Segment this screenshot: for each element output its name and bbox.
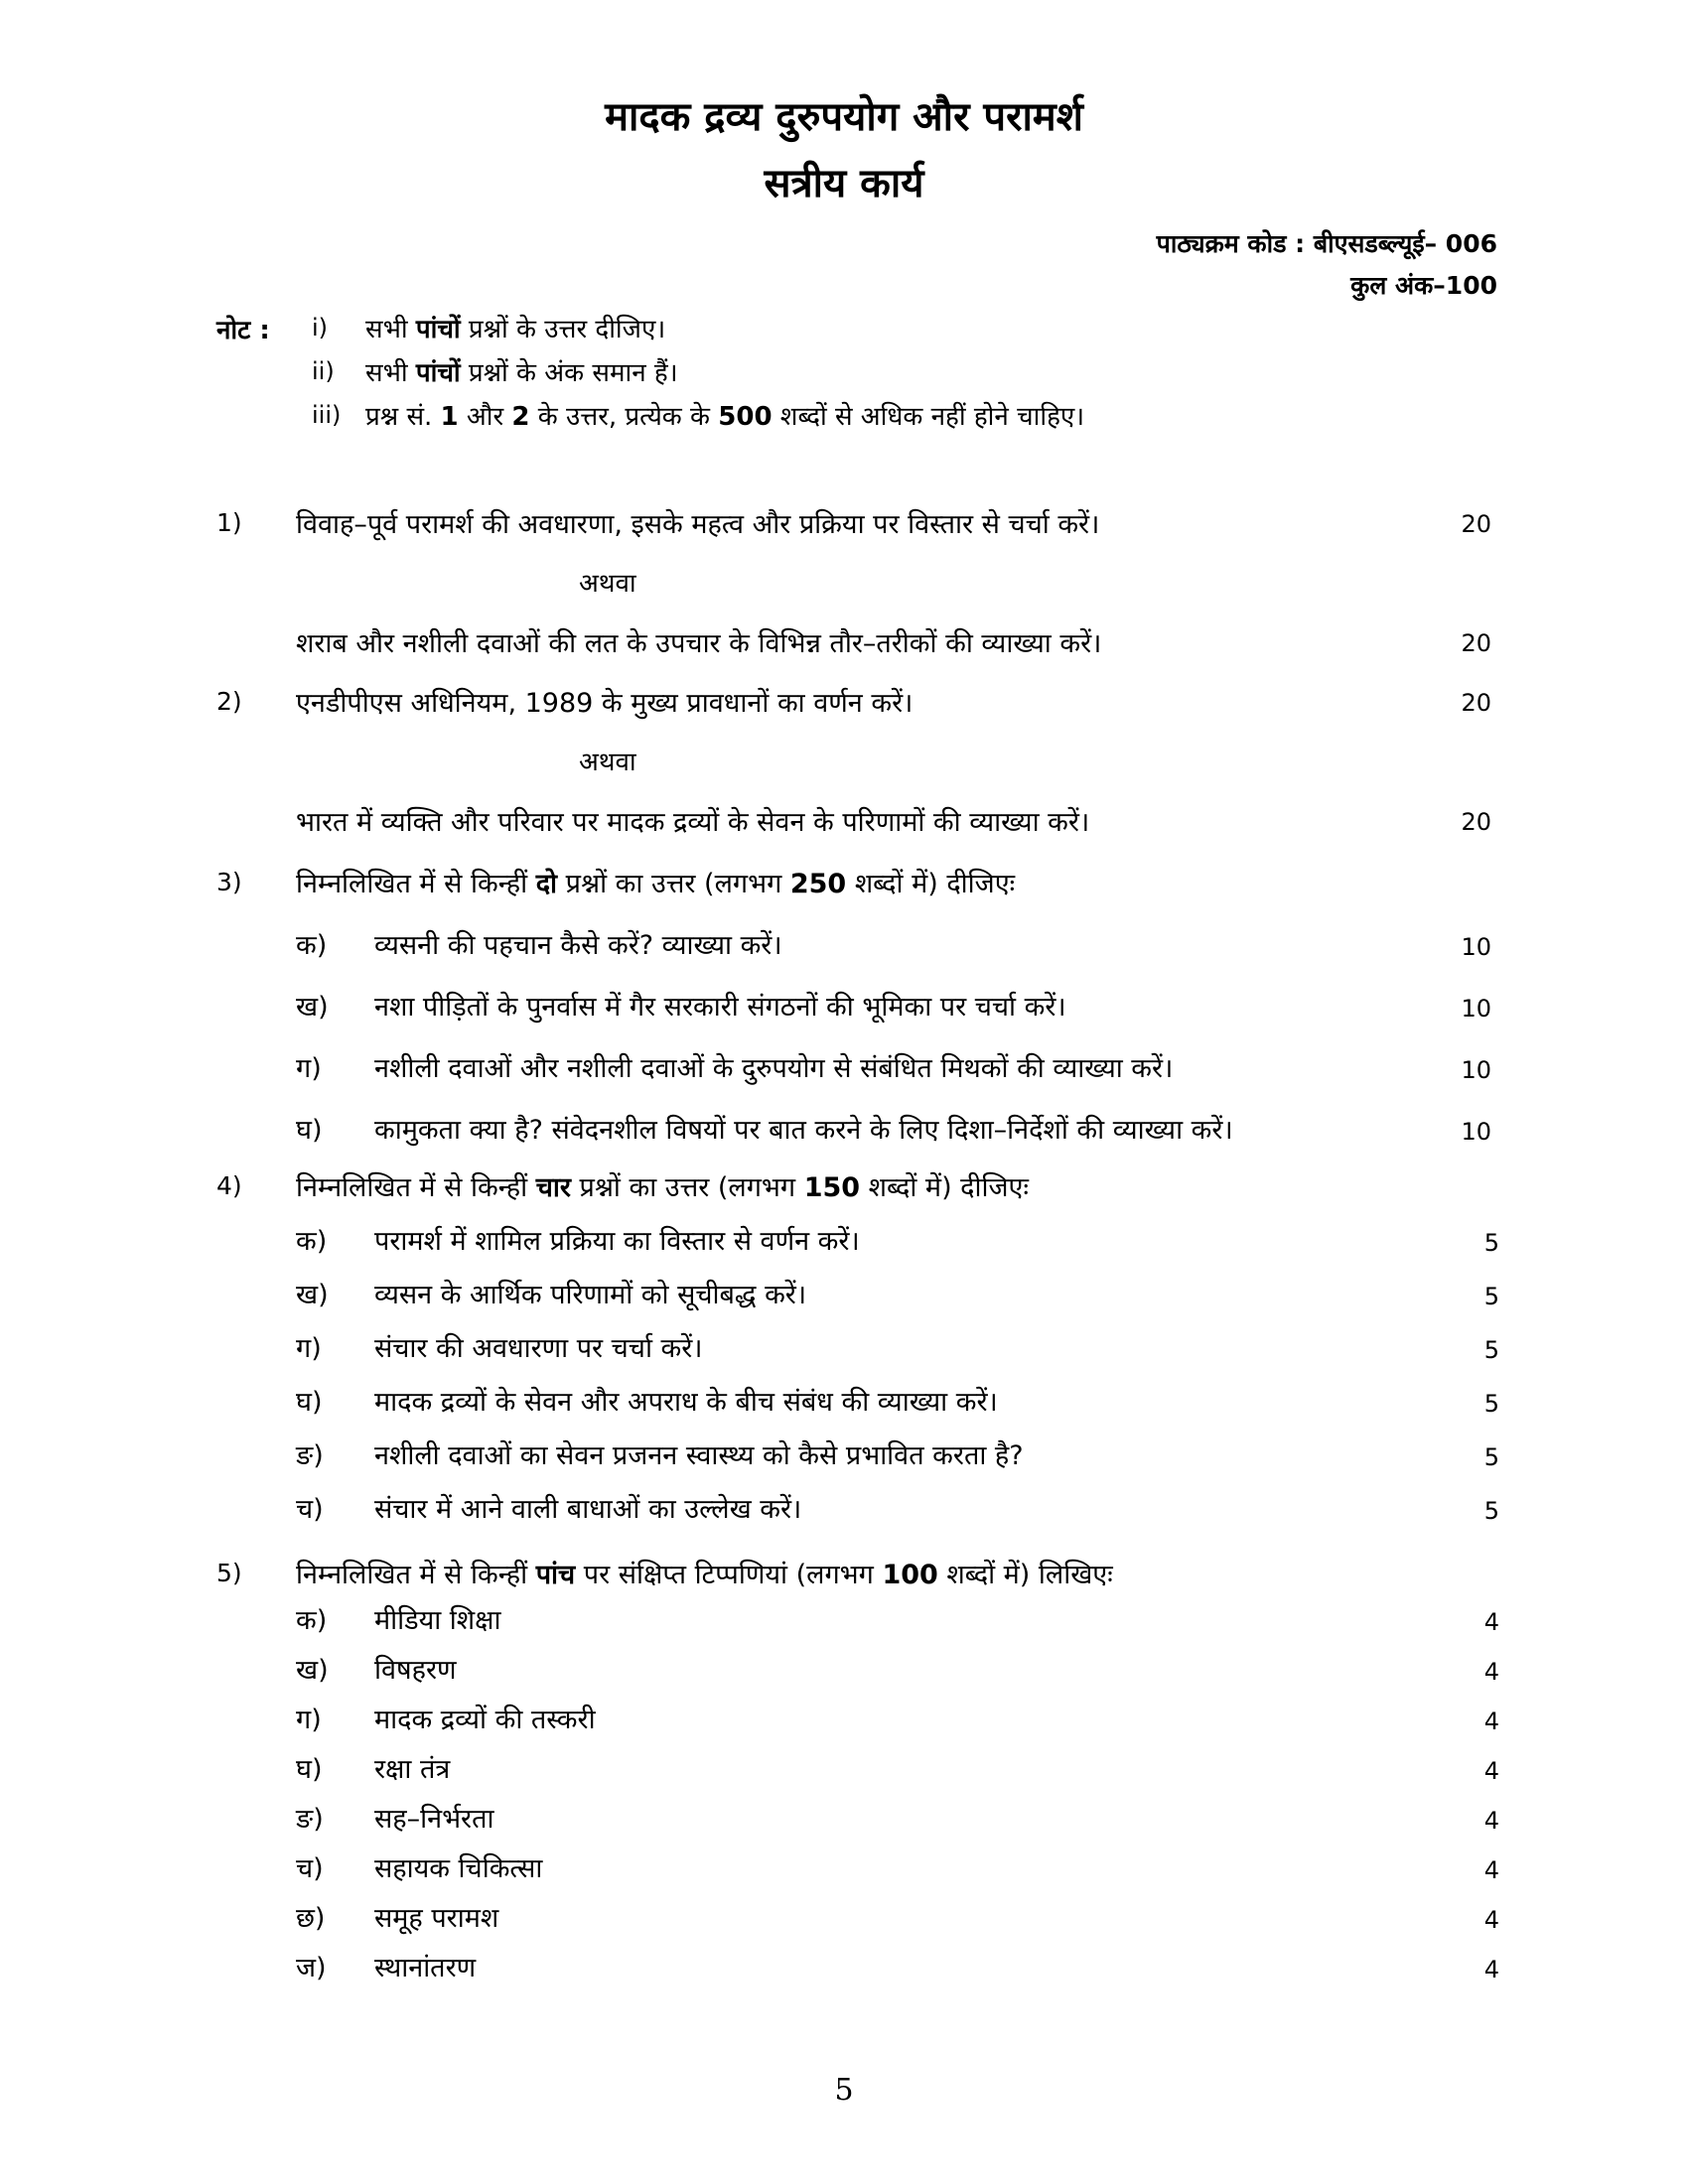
sub-question-marks: 5 xyxy=(1483,1283,1499,1310)
sub-question-letter: घ) xyxy=(296,1115,323,1146)
question-text xyxy=(296,864,1015,900)
question-text-part: पर संक्षिप्त टिप्पणियां (लगभग xyxy=(575,1560,883,1590)
sub-question-letter: ग) xyxy=(296,1705,322,1735)
question-bold-part: दो xyxy=(535,869,558,899)
sub-question-text: व्यसनी की पहचान कैसे करें? व्याख्या करें। xyxy=(374,930,782,961)
question-number: 3) xyxy=(216,868,242,896)
note-item-number: ii) xyxy=(312,357,335,385)
question-text-part: प्रश्नों का उत्तर (लगभग xyxy=(570,1172,804,1203)
sub-question-text: नशीली दवाओं का सेवन प्रजनन स्वास्थ्य को कैसे प्रभावित करता है? xyxy=(374,1440,1024,1471)
question-text: एनडीपीएस अधिनियम, 1989 के मुख्य प्रावधानों का वर्णन करें। xyxy=(296,688,914,719)
note-text-part: सभी xyxy=(365,358,416,388)
question-bold-part: चार xyxy=(535,1172,571,1203)
sub-question-marks: 4 xyxy=(1483,1956,1499,1983)
page-subtitle: सत्रीय कार्य xyxy=(764,161,924,206)
sub-question-text: मीडिया शिक्षा xyxy=(374,1605,501,1636)
sub-question-letter: घ) xyxy=(296,1754,323,1785)
sub-question-letter: छ) xyxy=(296,1903,326,1934)
sub-question-text: सह–निर्भरता xyxy=(374,1804,494,1835)
sub-question-marks: 4 xyxy=(1483,1608,1499,1636)
note-text-part: प्रश्न सं. xyxy=(365,402,441,432)
or-label: अथवा xyxy=(579,748,636,777)
sub-question-letter: क) xyxy=(296,930,328,961)
question-text-part: प्रश्नों का उत्तर (लगभग xyxy=(557,869,790,899)
sub-question-text: मादक द्रव्यों के सेवन और अपराध के बीच संबंध की व्याख्या करें। xyxy=(374,1387,998,1418)
question-marks: 20 xyxy=(1461,629,1491,657)
question-bold-part: 250 xyxy=(789,869,847,899)
question-text: विवाह–पूर्व परामर्श की अवधारणा, इसके महत्व और प्रक्रिया पर विस्तार से चर्चा करें। xyxy=(296,509,1100,540)
question-text-part: शब्दों में) दीजिएः xyxy=(860,1172,1029,1203)
sub-question-letter: ख) xyxy=(296,1655,329,1686)
note-text-part: के उत्तर, प्रत्येक के xyxy=(529,402,719,432)
sub-question-text: संचार की अवधारणा पर चर्चा करें। xyxy=(374,1333,703,1364)
note-item-number: iii) xyxy=(312,401,342,429)
question-bold-part: 100 xyxy=(882,1560,938,1590)
page-number: 5 xyxy=(834,2073,854,2108)
sub-question-text: मादक द्रव्यों की तस्करी xyxy=(374,1705,596,1735)
note-bold-part: 2 xyxy=(511,402,530,432)
sub-question-text: रक्षा तंत्र xyxy=(374,1754,451,1785)
sub-question-text: विषहरण xyxy=(374,1655,457,1686)
question-text-part: शब्दों में) दीजिएः xyxy=(846,869,1016,899)
sub-question-letter: ङ) xyxy=(296,1440,324,1471)
sub-question-marks: 5 xyxy=(1483,1390,1499,1418)
question-alt-text: शराब और नशीली दवाओं की लत के उपचार के विभिन्न तौर–तरीकों की व्याख्या करें। xyxy=(296,628,1102,659)
note-bold-part: पांचों xyxy=(415,358,461,388)
sub-question-letter: ग) xyxy=(296,1333,322,1364)
sub-question-marks: 4 xyxy=(1483,1807,1499,1835)
sub-question-text: समूह परामश xyxy=(374,1903,499,1934)
question-marks: 20 xyxy=(1461,510,1491,538)
note-label: नोट : xyxy=(216,316,270,345)
sub-question-letter: क) xyxy=(296,1226,328,1257)
sub-question-text: स्थानांतरण xyxy=(374,1953,477,1983)
note-bold-part: 1 xyxy=(440,402,459,432)
sub-question-text: व्यसन के आर्थिक परिणामों को सूचीबद्ध करें। xyxy=(374,1280,807,1310)
question-marks: 20 xyxy=(1461,689,1491,717)
sub-question-letter: ख) xyxy=(296,1280,329,1310)
sub-question-letter: घ) xyxy=(296,1387,323,1418)
note-text-part: प्रश्नों के अंक समान हैं। xyxy=(460,358,678,388)
note-text-part: सभी xyxy=(365,315,416,344)
note-item-text xyxy=(365,397,1084,433)
note-text-part: प्रश्नों के उत्तर दीजिए। xyxy=(460,315,666,344)
sub-question-marks: 4 xyxy=(1483,1906,1499,1934)
sub-question-text: संचार में आने वाली बाधाओं का उल्लेख करें। xyxy=(374,1494,802,1525)
note-item-number: i) xyxy=(312,314,329,341)
sub-question-marks: 4 xyxy=(1483,1856,1499,1884)
sub-question-marks: 5 xyxy=(1483,1443,1499,1471)
question-text-part: निम्नलिखित में से किन्हीं xyxy=(296,1172,536,1203)
note-item-text xyxy=(365,310,665,345)
sub-question-text: परामर्श में शामिल प्रक्रिया का विस्तार से वर्णन करें। xyxy=(374,1226,860,1257)
question-bold-part: पांच xyxy=(535,1560,576,1590)
sub-question-letter: ङ) xyxy=(296,1804,324,1835)
sub-question-marks: 5 xyxy=(1483,1229,1499,1257)
sub-question-marks: 10 xyxy=(1461,933,1491,961)
question-marks: 20 xyxy=(1461,808,1491,836)
question-text xyxy=(296,1167,1029,1204)
question-number: 4) xyxy=(216,1171,242,1200)
question-text-part: निम्नलिखित में से किन्हीं xyxy=(296,1560,536,1590)
sub-question-text: नशीली दवाओं और नशीली दवाओं के दुरुपयोग से संबंधित मिथकों की व्याख्या करें। xyxy=(374,1053,1174,1084)
sub-question-text: सहायक चिकित्सा xyxy=(374,1853,543,1884)
sub-question-marks: 4 xyxy=(1483,1757,1499,1785)
question-text-part: शब्दों में) लिखिएः xyxy=(937,1560,1113,1590)
sub-question-letter: च) xyxy=(296,1494,324,1525)
note-text-part: शब्दों से अधिक नहीं होने चाहिए। xyxy=(772,402,1085,432)
sub-question-letter: ख) xyxy=(296,992,329,1023)
sub-question-letter: ज) xyxy=(296,1953,327,1983)
page-title: मादक द्रव्य दुरुपयोग और परामर्श xyxy=(605,94,1083,140)
sub-question-text: कामुकता क्या है? संवेदनशील विषयों पर बात करने के लिए दिशा–निर्देशों की व्याख्या करें। xyxy=(374,1115,1233,1146)
sub-question-marks: 10 xyxy=(1461,995,1491,1023)
question-text-part: निम्नलिखित में से किन्हीं xyxy=(296,869,536,899)
sub-question-marks: 10 xyxy=(1461,1118,1491,1146)
question-number: 1) xyxy=(216,508,242,537)
sub-question-letter: च) xyxy=(296,1853,324,1884)
question-number: 2) xyxy=(216,687,242,716)
course-code: पाठ्यक्रम कोड : बीएसडब्ल्यूई– 006 xyxy=(1156,229,1497,258)
sub-question-marks: 5 xyxy=(1483,1336,1499,1364)
question-text xyxy=(296,1555,1113,1591)
note-bold-part: 500 xyxy=(718,402,773,432)
question-alt-text: भारत में व्यक्ति और परिवार पर मादक द्रव्यों के सेवन के परिणामों की व्याख्या करें। xyxy=(296,807,1090,838)
question-bold-part: 150 xyxy=(803,1172,861,1203)
question-number: 5) xyxy=(216,1559,242,1587)
sub-question-marks: 10 xyxy=(1461,1056,1491,1084)
or-label: अथवा xyxy=(579,569,636,599)
note-bold-part: पांचों xyxy=(415,315,461,344)
sub-question-letter: ग) xyxy=(296,1053,322,1084)
note-item-text xyxy=(365,353,678,389)
note-text-part: और xyxy=(458,402,512,432)
sub-question-letter: क) xyxy=(296,1605,328,1636)
sub-question-text: नशा पीड़ितों के पुनर्वास में गैर सरकारी संगठनों की भूमिका पर चर्चा करें। xyxy=(374,992,1066,1023)
sub-question-marks: 5 xyxy=(1483,1497,1499,1525)
sub-question-marks: 4 xyxy=(1483,1707,1499,1735)
sub-question-marks: 4 xyxy=(1483,1658,1499,1686)
total-marks: कुल अंक–100 xyxy=(1350,271,1497,300)
